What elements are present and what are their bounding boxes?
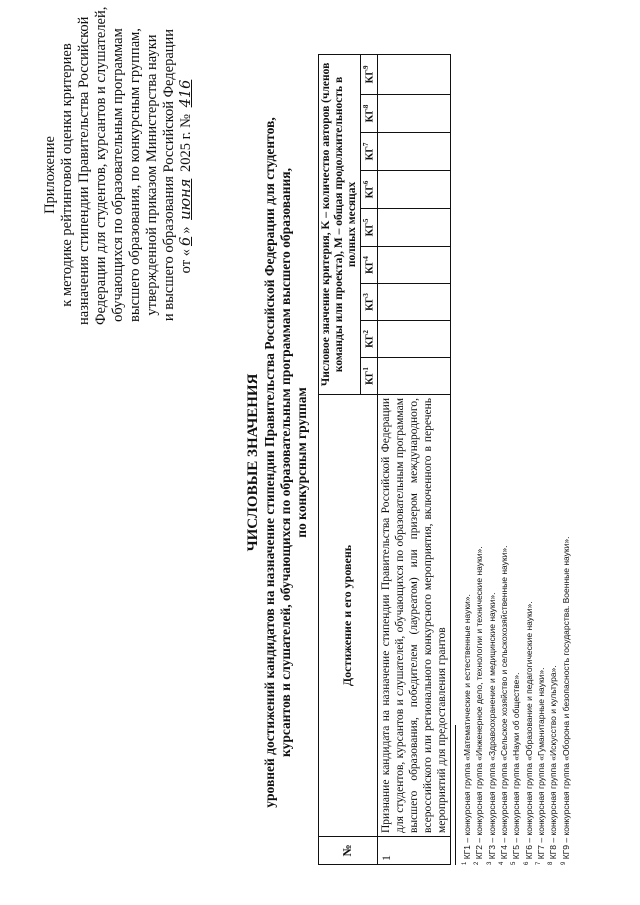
appendix-line: обучающихся по образовательным программам	[110, 28, 126, 322]
table-row	[377, 54, 450, 864]
heading-line: курсантов и слушателей, обучающихся по образовательным программам высшего образования,	[278, 168, 293, 757]
appendix-line: высшего образования, по конкурсным группам,	[127, 28, 143, 322]
kg-header: $КГ^1$	[361, 358, 378, 395]
footnote: $^6$ КГ6 – конкурсная группа «Образование и педагогические науки».	[523, 601, 534, 865]
kg-header: $КГ^8$	[361, 95, 378, 133]
kg-value-cell	[377, 209, 450, 247]
footnote: $^3$ КГ3 – конкурсная группа «Здравоохранение и медицинские науки».	[486, 592, 497, 865]
appendix-line: к методике рейтинговой оценки критериев	[59, 43, 75, 307]
criteria-table	[318, 54, 451, 865]
handwritten-order-number: 416	[178, 79, 194, 108]
footnotes	[460, 265, 571, 865]
kg-value-cell	[377, 358, 450, 395]
column-header-value: Числовое значение критерия, K – количество авторов (членов команды или проекта), M – общая продолжительность в полных месяцах	[319, 54, 361, 394]
footnote: $^9$ КГ9 – конкурсная группа «Оборона и безопасность государства. Военные науки».	[560, 536, 571, 865]
kg-header: $КГ^5$	[361, 209, 378, 247]
kg-value-cell	[377, 171, 450, 209]
date-prefix: от «	[178, 249, 194, 274]
order-date-line	[178, 25, 195, 325]
appendix-line: назначения стипендии Правительства Российской	[76, 16, 92, 325]
table-header-row	[319, 54, 361, 864]
kg-value-cell	[377, 54, 450, 94]
appendix-line: Федерации для студентов, курсантов и слушателей,	[93, 6, 109, 325]
kg-value-cell	[377, 321, 450, 358]
kg-value-cell	[377, 95, 450, 133]
kg-header: $КГ^2$	[361, 321, 378, 358]
handwritten-day: 6	[178, 236, 194, 247]
appendix-block	[42, 6, 195, 325]
kg-header: $КГ^6$	[361, 171, 378, 209]
footnote: $^7$ КГ7 – конкурсная группа «Гуманитарные науки».	[535, 667, 546, 865]
document-heading	[245, 60, 310, 865]
date-mid: »	[178, 226, 194, 234]
footnote: $^4$ КГ4 – конкурсная группа «Сельское хозяйство и сельскохозяйственные науки».	[498, 545, 509, 865]
kg-header: $КГ^4$	[361, 247, 378, 284]
appendix-line: утвержденной приказом Министерства науки	[144, 34, 160, 316]
appendix-line: и высшего образования Российской Федерации	[161, 28, 177, 322]
row-achievement: Признание кандидата на назначение стипендии Правительства Российской Федерации для студентов, курсантов и слушателей, обучающихся по образовательным программам высшего образования, победителем (лауреатом) или призером международного, всероссийского или регионального конкурсного мероприятия, включенного в перечень мероприятий для предоставления грантов	[377, 395, 450, 837]
row-number: 1	[377, 837, 450, 865]
heading-title: ЧИСЛОВЫЕ ЗНАЧЕНИЯ	[245, 373, 261, 552]
kg-header: $КГ^3$	[361, 284, 378, 321]
footnote: $^2$ КГ2 – конкурсная группа «Инженерное дело, технологии и технические науки».	[474, 546, 485, 865]
kg-header: $КГ^7$	[361, 133, 378, 171]
footnote: $^5$ КГ5 – конкурсная группа «Науки об обществе».	[511, 672, 522, 865]
heading-line: по конкурсным группам	[294, 387, 309, 538]
date-year: 2025 г. №	[178, 114, 194, 173]
handwritten-month: июня	[178, 178, 194, 220]
footnote: $^8$ КГ8 – конкурсная группа «Искусство и культура».	[548, 665, 559, 865]
column-header-number: №	[319, 837, 378, 865]
kg-value-cell	[377, 247, 450, 284]
footnote: $^1$ КГ1 – конкурсная группа «Математические и естественные науки».	[461, 594, 472, 865]
kg-value-cell	[377, 133, 450, 171]
footnote-divider	[455, 725, 456, 865]
column-header-achievement: Достижение и его уровень	[319, 395, 378, 837]
kg-header: $КГ^9$	[361, 54, 378, 94]
appendix-line: Приложение	[42, 136, 58, 214]
kg-value-cell	[377, 284, 450, 321]
heading-line: уровней достижений кандидатов на назначение стипендии Правительства Российской Федерации для студентов,	[262, 117, 277, 808]
